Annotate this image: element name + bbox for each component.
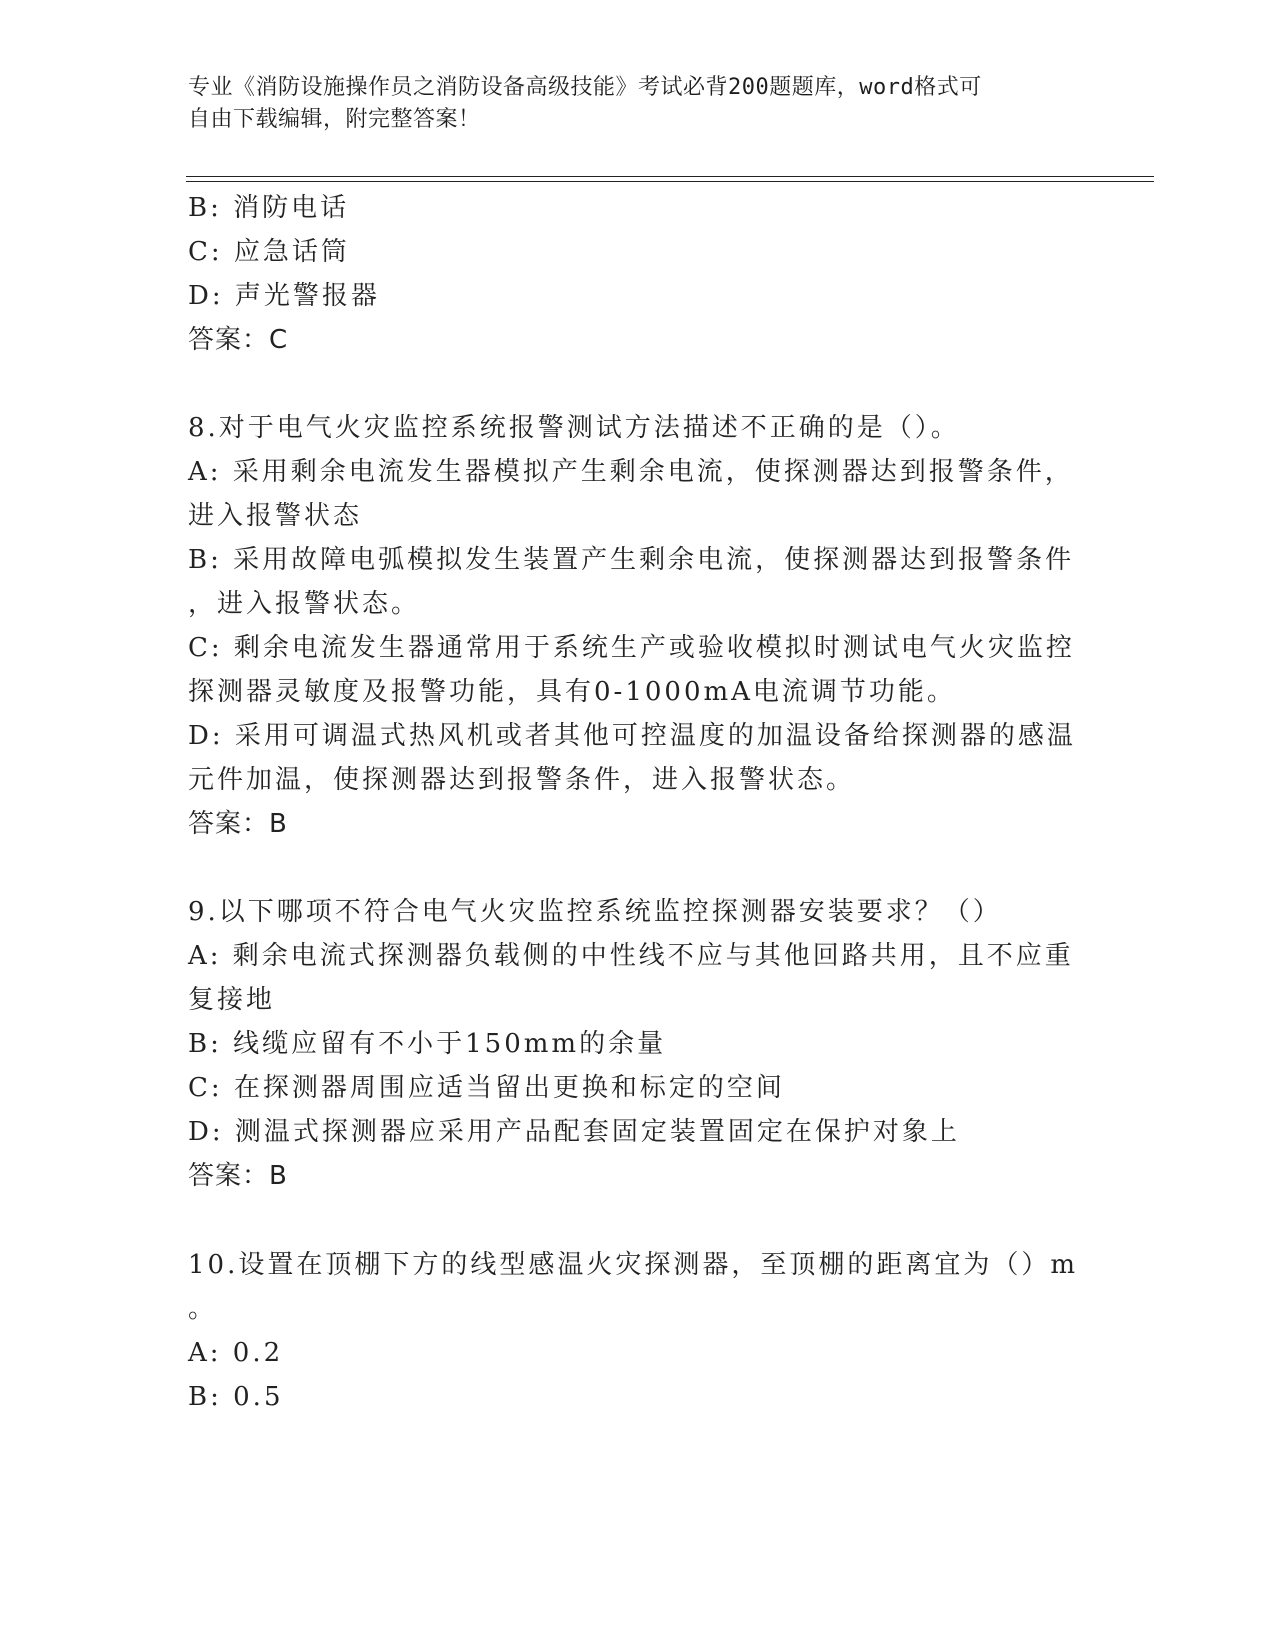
header-divider-bottom (186, 181, 1154, 182)
header-line-1: 专业《消防设施操作员之消防设备高级技能》考试必背200题题库，word格式可 (188, 75, 982, 100)
q10-stem-line2: 。 (188, 1294, 218, 1324)
q8-stem: 8.对于电气火灾监控系统报警测试方法描述不正确的是（）。 (188, 413, 960, 443)
q8-option-b-line2: ，进入报警状态。 (188, 589, 421, 619)
q8-answer: 答案：B (188, 809, 288, 839)
q7-option-c: C: 应急话筒 (188, 237, 350, 267)
q10-option-b: B: 0.5 (188, 1382, 284, 1412)
document-header (188, 72, 1068, 136)
q7-option-b: B: 消防电话 (188, 193, 350, 223)
q10-option-a: A: 0.2 (188, 1338, 284, 1368)
q9-option-c: C: 在探测器周围应适当留出更换和标定的空间 (188, 1073, 785, 1103)
q9-option-d: D: 测温式探测器应采用产品配套固定装置固定在保护对象上 (188, 1117, 960, 1147)
q9-stem: 9.以下哪项不符合电气火灾监控系统监控探测器安装要求？（） (188, 897, 1002, 927)
q8-option-a-line2: 进入报警状态 (188, 501, 363, 531)
q8-option-d-line1: D: 采用可调温式热风机或者其他可控温度的加温设备给探测器的感温 (188, 721, 1076, 751)
q9-option-b: B: 线缆应留有不小于150mm的余量 (188, 1029, 667, 1059)
q9-answer: 答案：B (188, 1161, 288, 1191)
q9-option-a-line1: A: 剩余电流式探测器负载侧的中性线不应与其他回路共用，且不应重 (188, 941, 1074, 971)
q7-answer: 答案：C (188, 325, 289, 355)
q8-option-c-line2: 探测器灵敏度及报警功能，具有0-1000mA电流调节功能。 (188, 677, 956, 707)
q8-option-c-line1: C: 剩余电流发生器通常用于系统生产或验收模拟时测试电气火灾监控 (188, 633, 1075, 663)
q9-option-a-line2: 复接地 (188, 985, 276, 1015)
q8-option-a-line1: A: 采用剩余电流发生器模拟产生剩余电流，使探测器达到报警条件， (188, 457, 1074, 487)
q8-option-b-line1: B: 采用故障电弧模拟发生装置产生剩余电流，使探测器达到报警条件 (188, 545, 1075, 575)
q10-stem-line1: 10.设置在顶棚下方的线型感温火灾探测器，至顶棚的距离宜为（）m (188, 1250, 1079, 1280)
header-divider-top (186, 176, 1154, 177)
header-line-2: 自由下载编辑，附完整答案！ (188, 107, 481, 132)
q7-option-d: D: 声光警报器 (188, 281, 380, 311)
q8-option-d-line2: 元件加温，使探测器达到报警条件，进入报警状态。 (188, 765, 856, 795)
